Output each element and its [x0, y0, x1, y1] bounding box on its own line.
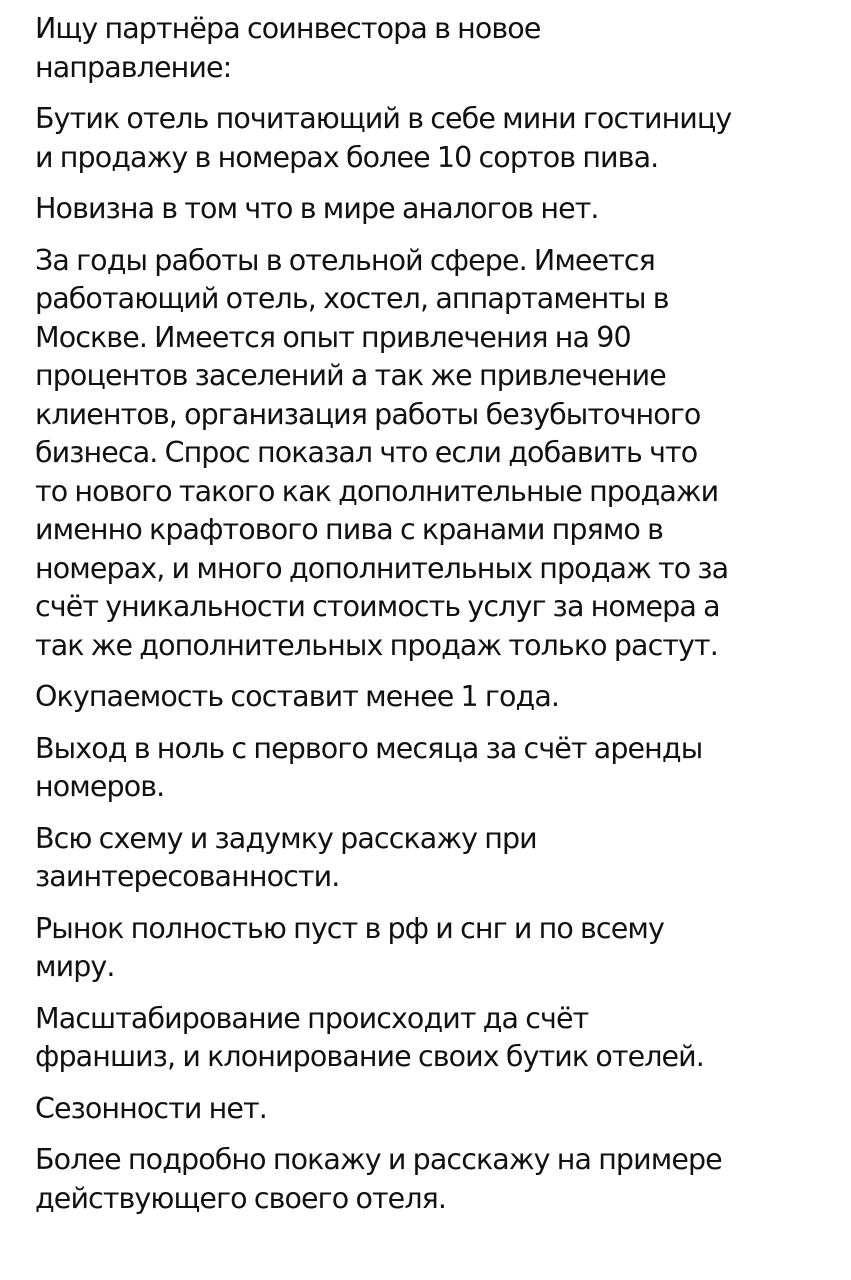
paragraph-experience: За годы работы в отельной сфере. Имеется работающий отель, хостел, аппартаменты в Москве. Имеется опыт привлечения на 90 процентов заселений а так же привлечение клиентов, организация работы безубыточного бизнеса. Спрос показал что если добавить что то нового такого как дополнительные продажи именно крафтового пива с кранами прямо в номерах, и много дополнительных продаж то за счёт уникальности стоимость услуг за номера а так же дополнительных продаж только растут. [35, 243, 729, 662]
paragraph-boutique-hotel: Бутик отель почитающий в себе мини гостиницу и продажу в номерах более 10 сортов пива. [35, 102, 732, 174]
paragraph-scaling: Масштабирование происходит да счёт франшиз, и клонирование своих бутик отелей. [35, 1001, 704, 1073]
paragraph-details: Более подробно покажу и расскажу на примере действующего своего отеля. [35, 1143, 722, 1215]
paragraph-scheme: Всю схему и задумку расскажу при заинтересованности. [35, 821, 537, 893]
paragraph-break-even: Выход в ноль с первого месяца за счёт аренды номеров. [35, 731, 703, 803]
paragraph-novelty: Новизна в том что в мире аналогов нет. [35, 192, 599, 225]
paragraph-market: Рынок полностью пуст в рф и снг и по всему миру. [35, 911, 664, 983]
paragraph-seasonality: Сезонности нет. [35, 1091, 267, 1125]
paragraph-partner-search: Ищу партнёра соинвестора в новое направление: [35, 12, 541, 84]
paragraph-payback: Окупаемость составит менее 1 года. [35, 680, 560, 713]
